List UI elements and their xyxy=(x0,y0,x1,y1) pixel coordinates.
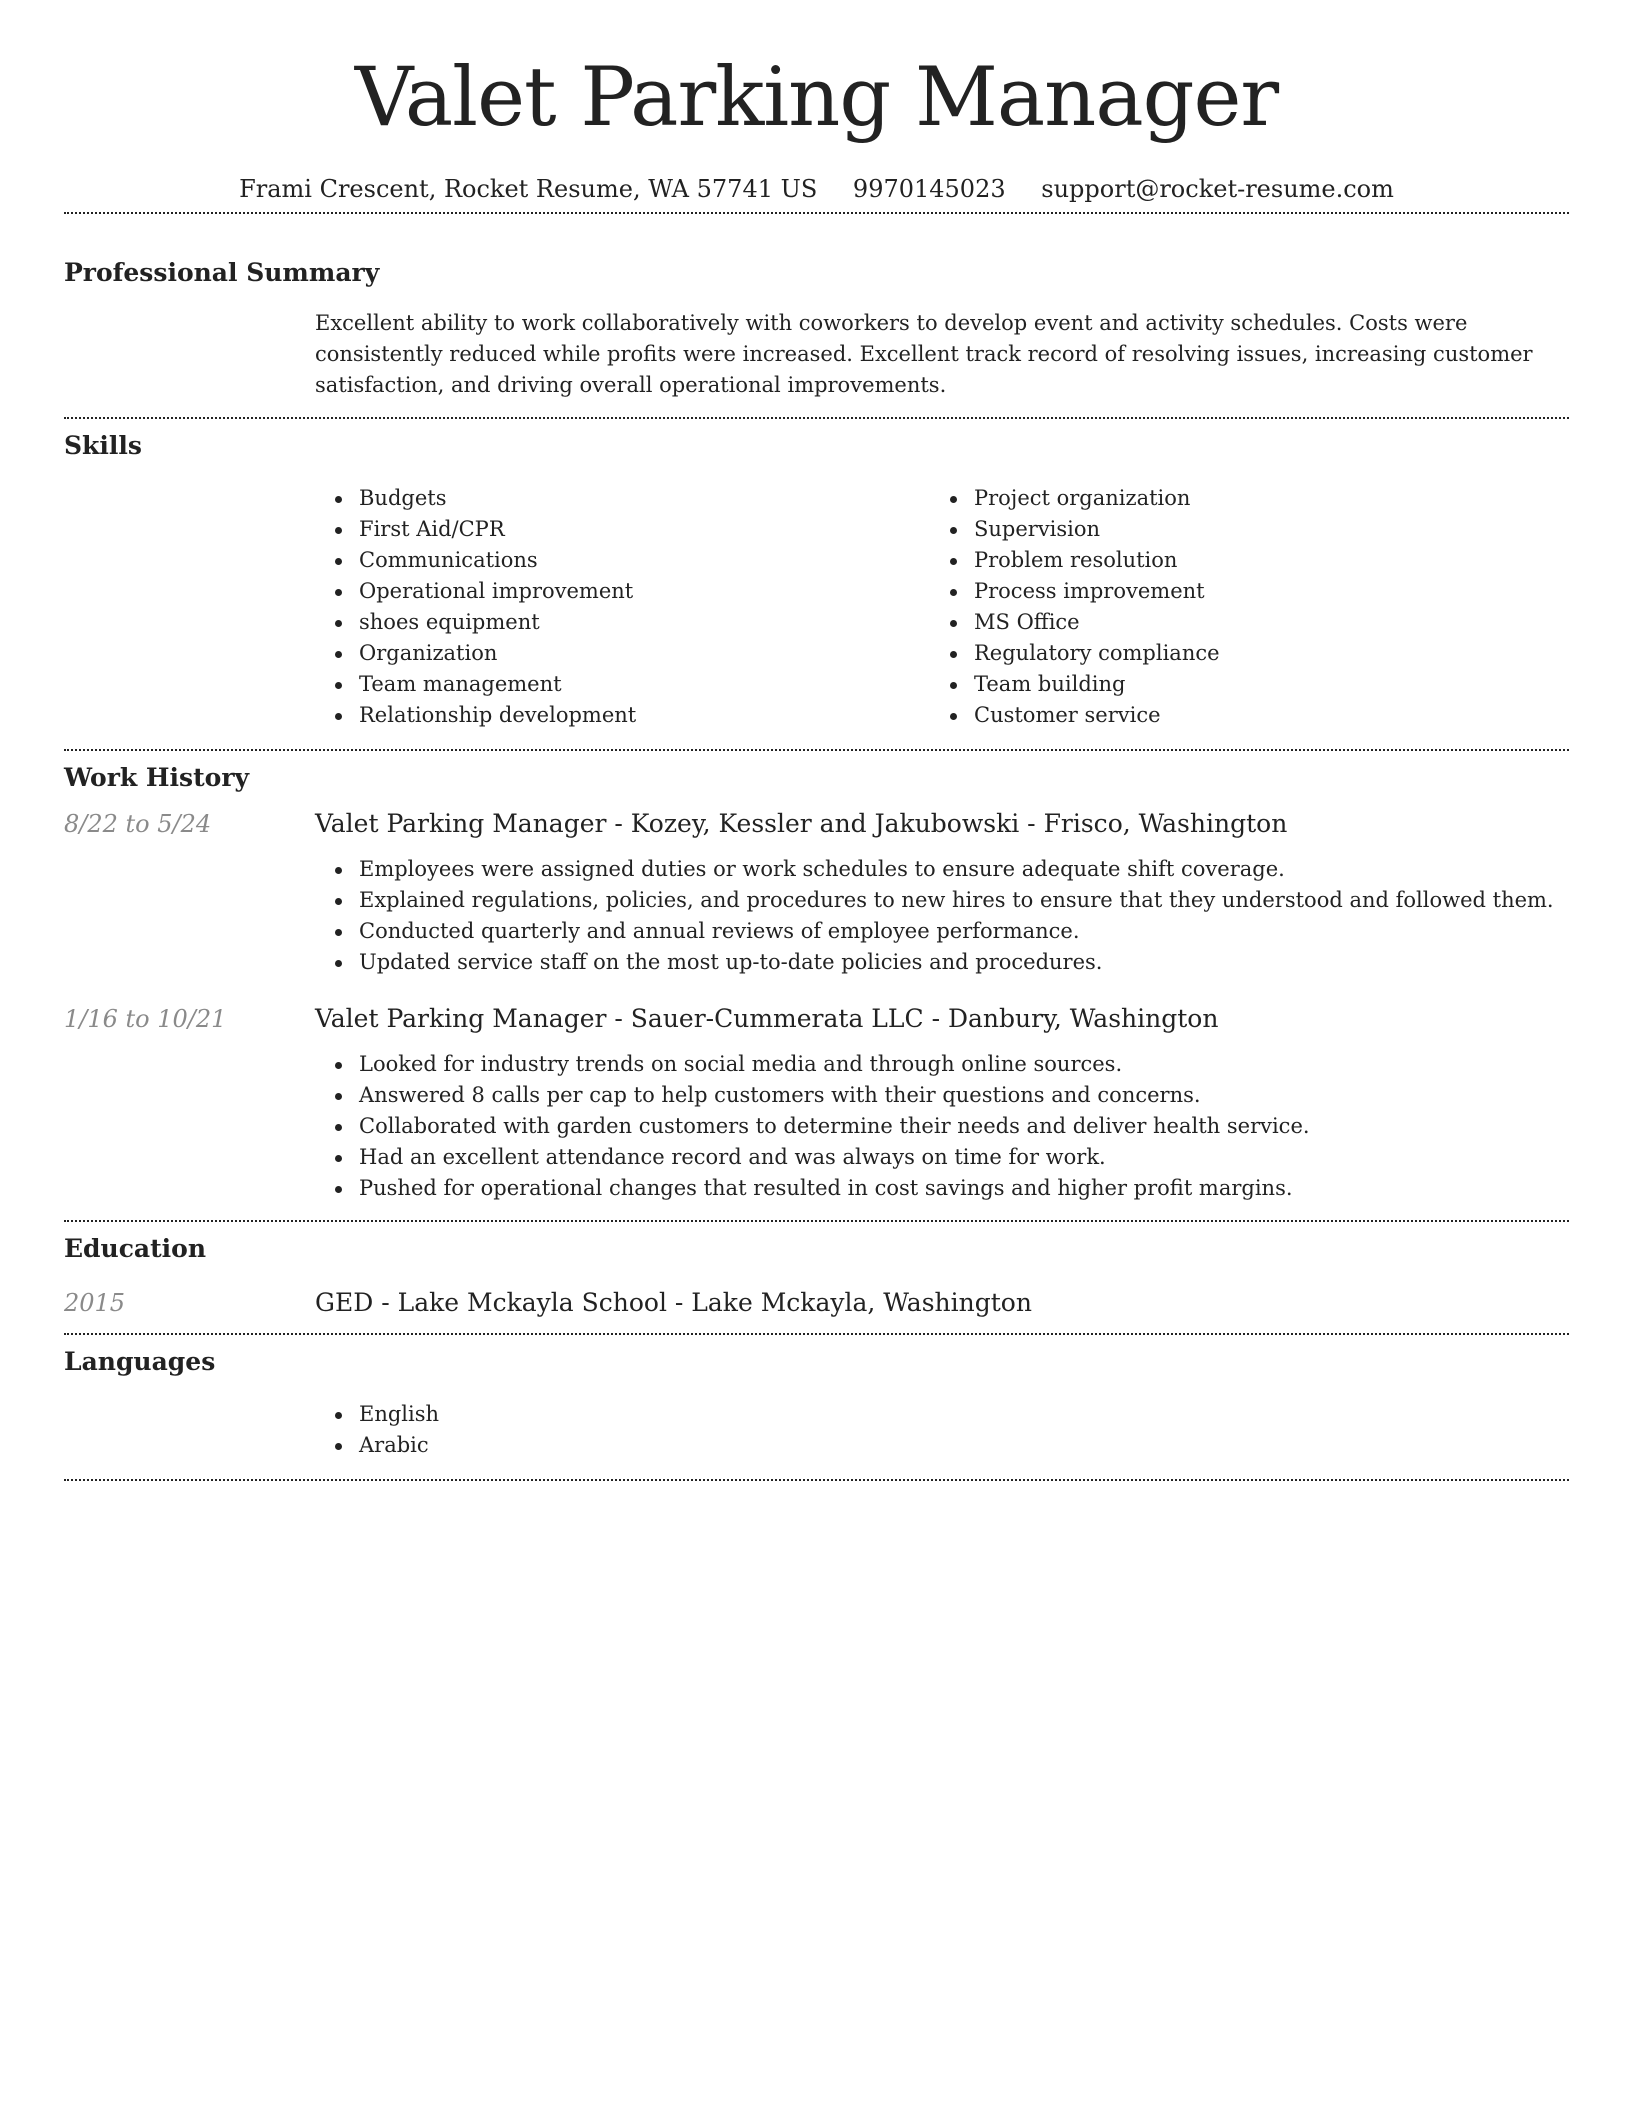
job-bullet: Explained regulations, policies, and procedures to new hires to ensure that they understood and followed them. xyxy=(315,885,1569,916)
job-bullet: Had an excellent attendance record and was always on time for work. xyxy=(315,1142,1569,1173)
job-bullet: Collaborated with garden customers to determine their needs and deliver health service. xyxy=(315,1111,1569,1142)
job-bullets xyxy=(315,1049,1569,1204)
skill-item: Communications xyxy=(315,545,930,576)
skills-column-right xyxy=(930,483,1545,731)
languages-list xyxy=(315,1399,1569,1461)
skill-item: Relationship development xyxy=(315,700,930,731)
skill-item: Team management xyxy=(315,669,930,700)
job-bullet: Updated service staff on the most up-to-date policies and procedures. xyxy=(315,947,1569,978)
section-divider xyxy=(64,417,1569,419)
job-bullets xyxy=(315,854,1569,978)
skill-item: Regulatory compliance xyxy=(930,638,1545,669)
contact-line xyxy=(64,174,1569,210)
job-heading: Valet Parking Manager - Kozey, Kessler and Jakubowski - Frisco, Washington xyxy=(315,809,1288,838)
education-heading: GED - Lake Mckayla School - Lake Mckayla, Washington xyxy=(315,1288,1032,1317)
summary-title: Professional Summary xyxy=(64,258,380,287)
skill-item: shoes equipment xyxy=(315,607,930,638)
skills-column-left xyxy=(315,483,930,731)
language-item: Arabic xyxy=(315,1430,1569,1461)
job-bullet: Looked for industry trends on social media and through online sources. xyxy=(315,1049,1569,1080)
resume-header xyxy=(64,0,1569,210)
skill-item: Team building xyxy=(930,669,1545,700)
education-title: Education xyxy=(64,1234,207,1263)
education-section xyxy=(64,1234,1569,1317)
skill-item: Budgets xyxy=(315,483,930,514)
job-bullet: Answered 8 calls per cap to help customers with their questions and concerns. xyxy=(315,1080,1569,1111)
section-divider xyxy=(64,1333,1569,1335)
summary-section xyxy=(64,258,1569,401)
skill-item: Problem resolution xyxy=(930,545,1545,576)
section-divider xyxy=(64,1479,1569,1481)
skill-item: Operational improvement xyxy=(315,576,930,607)
contact-phone: 9970145023 xyxy=(852,175,1006,203)
skills-section xyxy=(64,431,1569,731)
skills-grid xyxy=(315,483,1565,731)
languages-title: Languages xyxy=(64,1347,216,1376)
contact-address: Frami Crescent, Rocket Resume, WA 57741 US xyxy=(239,175,818,203)
work-section xyxy=(64,763,1569,1204)
skill-item: Supervision xyxy=(930,514,1545,545)
job-bullet: Pushed for operational changes that resulted in cost savings and higher profit margins. xyxy=(315,1173,1569,1204)
section-divider xyxy=(64,1220,1569,1222)
education-entry xyxy=(64,1288,1569,1317)
skill-item: First Aid/CPR xyxy=(315,514,930,545)
contact-email: support@rocket-resume.com xyxy=(1041,175,1394,203)
job-dates: 1/16 to 10/21 xyxy=(64,1005,227,1033)
section-divider xyxy=(64,212,1569,214)
resume-page xyxy=(64,0,1569,1481)
summary-text: Excellent ability to work collaboratively with coworkers to develop event and activity schedules. Costs were consistently reduced while profits were increased. Excellent track record of resolving issues, increasing customer satisfaction, and driving overall operational improvements. xyxy=(315,311,1533,397)
skills-title: Skills xyxy=(64,431,142,460)
skill-item: Process improvement xyxy=(930,576,1545,607)
skill-item: Customer service xyxy=(930,700,1545,731)
job-entry xyxy=(64,1004,1569,1033)
candidate-title: Valet Parking Manager xyxy=(354,51,1279,145)
job-bullet: Employees were assigned duties or work schedules to ensure adequate shift coverage. xyxy=(315,854,1569,885)
languages-section xyxy=(64,1347,1569,1461)
section-divider xyxy=(64,749,1569,751)
job-entry xyxy=(64,809,1569,838)
job-heading: Valet Parking Manager - Sauer-Cummerata LLC - Danbury, Washington xyxy=(315,1004,1219,1033)
work-title: Work History xyxy=(64,763,250,792)
job-dates: 8/22 to 5/24 xyxy=(64,810,212,838)
skill-item: MS Office xyxy=(930,607,1545,638)
education-year: 2015 xyxy=(64,1289,126,1317)
skill-item: Organization xyxy=(315,638,930,669)
job-bullet: Conducted quarterly and annual reviews of employee performance. xyxy=(315,916,1569,947)
skill-item: Project organization xyxy=(930,483,1545,514)
language-item: English xyxy=(315,1399,1569,1430)
